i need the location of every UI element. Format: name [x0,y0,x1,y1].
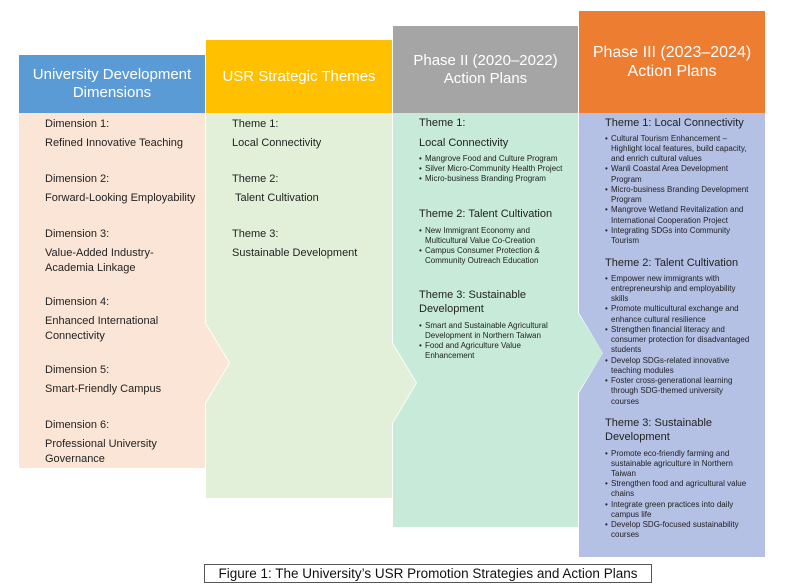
list-item: • Foster cross-generational learning through SDG-themed university courses [605,376,765,407]
dimension-item [45,227,154,275]
themes-panel [206,113,416,498]
list-item: • Wanli Coastal Area Development Program [605,164,765,184]
theme-item [232,172,319,206]
list-item: • Mangrove Wetland Revitalization and International Cooperation Project [605,205,765,225]
list-item: • Develop SDG-focused sustainability courses [605,520,765,540]
header-line: University Development [32,66,192,83]
phase3-theme-heading: Development [605,430,670,443]
dimension-text: Forward-Looking Employability [45,192,196,205]
list-item: • Promote eco-friendly farming and sustainable agriculture in Northern Taiwan [605,449,765,480]
dimension-item [45,172,195,206]
header-line: Action Plans [443,69,528,87]
theme-label: Theme 2: [232,173,279,185]
header-line: Phase II (2020–2022) [413,51,558,69]
theme-item [232,117,321,151]
phase2-theme-group [419,208,552,267]
dimension-text: Connectivity [45,329,105,342]
theme-text: Sustainable Development [232,247,358,260]
dimension-label: Dimension 1: [45,118,110,130]
phase3-header [579,11,765,113]
phase2-header [393,26,578,113]
dimension-label: Dimension 5: [45,364,110,376]
phase2-plan-list [419,226,552,267]
dimension-text: Value-Added Industry- [45,247,154,260]
dimensions-header [19,55,205,113]
list-item: • Integrating SDGs into Community Tourism [605,226,765,246]
dimension-text: Professional University [45,438,157,451]
list-item: • Strengthen financial literacy and consumer protection for disadvantaged students [605,325,765,356]
header-line: Phase III (2023–2024) [592,43,752,61]
phase2-theme-heading: Theme 1: [419,117,466,129]
phase3-theme-group [605,417,765,541]
phase2-theme-heading: Theme 3: Sustainable [419,289,527,301]
list-item: • Smart and Sustainable Agricultural Development in Northern Taiwan [419,321,548,341]
phase3-plan-list [605,274,765,407]
theme-label: Theme 1: [232,118,279,130]
dimensions-panel [19,113,229,468]
list-item: • Campus Consumer Protection & Community Outreach Education [419,246,552,266]
themes-header [206,40,392,113]
dimension-text: Academia Linkage [45,261,136,274]
list-item: • Integrate green practices into daily campus life [605,500,765,520]
phase3-theme-heading: Theme 2: Talent Cultivation [605,257,739,269]
list-item: • Food and Agriculture Value Enhancement [419,341,548,361]
theme-label: Theme 3: [232,228,279,240]
dimension-label: Dimension 4: [45,296,110,308]
phase2-theme-heading: Theme 2: Talent Cultivation [419,208,553,220]
phase3-theme-heading: Theme 3: Sustainable [605,417,713,429]
dimension-item [45,117,183,151]
phase3-theme-group [605,257,765,407]
list-item: • Silver Micro-Community Health Project [419,164,562,174]
list-item: • Micro-business Branding Development Program [605,185,765,205]
list-item: • Cultural Tourism Enhancement – Highlight local features, build capacity, and enrich cultural values [605,134,765,165]
phase2-theme-group [419,289,548,361]
phase3-plan-list [605,449,765,541]
theme-item [232,227,357,261]
dimension-label: Dimension 2: [45,173,110,185]
list-item: • Develop SDGs-related innovative teaching modules [605,356,765,376]
header-line: USR Strategic Themes [222,67,376,85]
theme-text: Local Connectivity [232,137,322,150]
dimension-text: Refined Innovative Teaching [45,137,184,150]
phase3-theme-heading: Theme 1: Local Connectivity [605,117,744,129]
theme-text: Talent Cultivation [235,192,319,205]
list-item: • New Immigrant Economy and Multicultural Value Co-Creation [419,226,552,246]
dimension-text: Governance [45,452,105,465]
dimension-text: Smart-Friendly Campus [45,383,162,396]
dimension-item [45,418,157,466]
phase3-theme-group [605,117,765,246]
phase2-theme-heading: Local Connectivity [419,136,509,149]
list-item: • Empower new immigrants with entrepreneurship and employability skills [605,274,765,305]
list-item: • Micro-business Branding Program [419,174,562,184]
list-item: • Mangrove Food and Culture Program [419,154,562,164]
list-item: • Promote multicultural exchange and enhance cultural resilience [605,304,765,324]
dimension-label: Dimension 3: [45,228,110,240]
list-item: • Strengthen food and agricultural value chains [605,479,765,499]
dimension-text: Enhanced International [45,315,159,328]
phase3-plan-list [605,134,765,247]
phase2-theme-heading: Development [419,302,484,315]
dimension-item [45,295,158,343]
phase2-theme-group [419,117,562,184]
phase2-plan-list [419,154,562,185]
dimension-item [45,363,161,397]
header-line: Action Plans [627,63,717,80]
phase2-plan-list [419,321,548,362]
dimension-label: Dimension 6: [45,419,110,431]
header-line: Dimensions [72,84,152,101]
figure-caption: Figure 1: The University’s USR Promotion Strategies and Action Plans [204,564,652,583]
